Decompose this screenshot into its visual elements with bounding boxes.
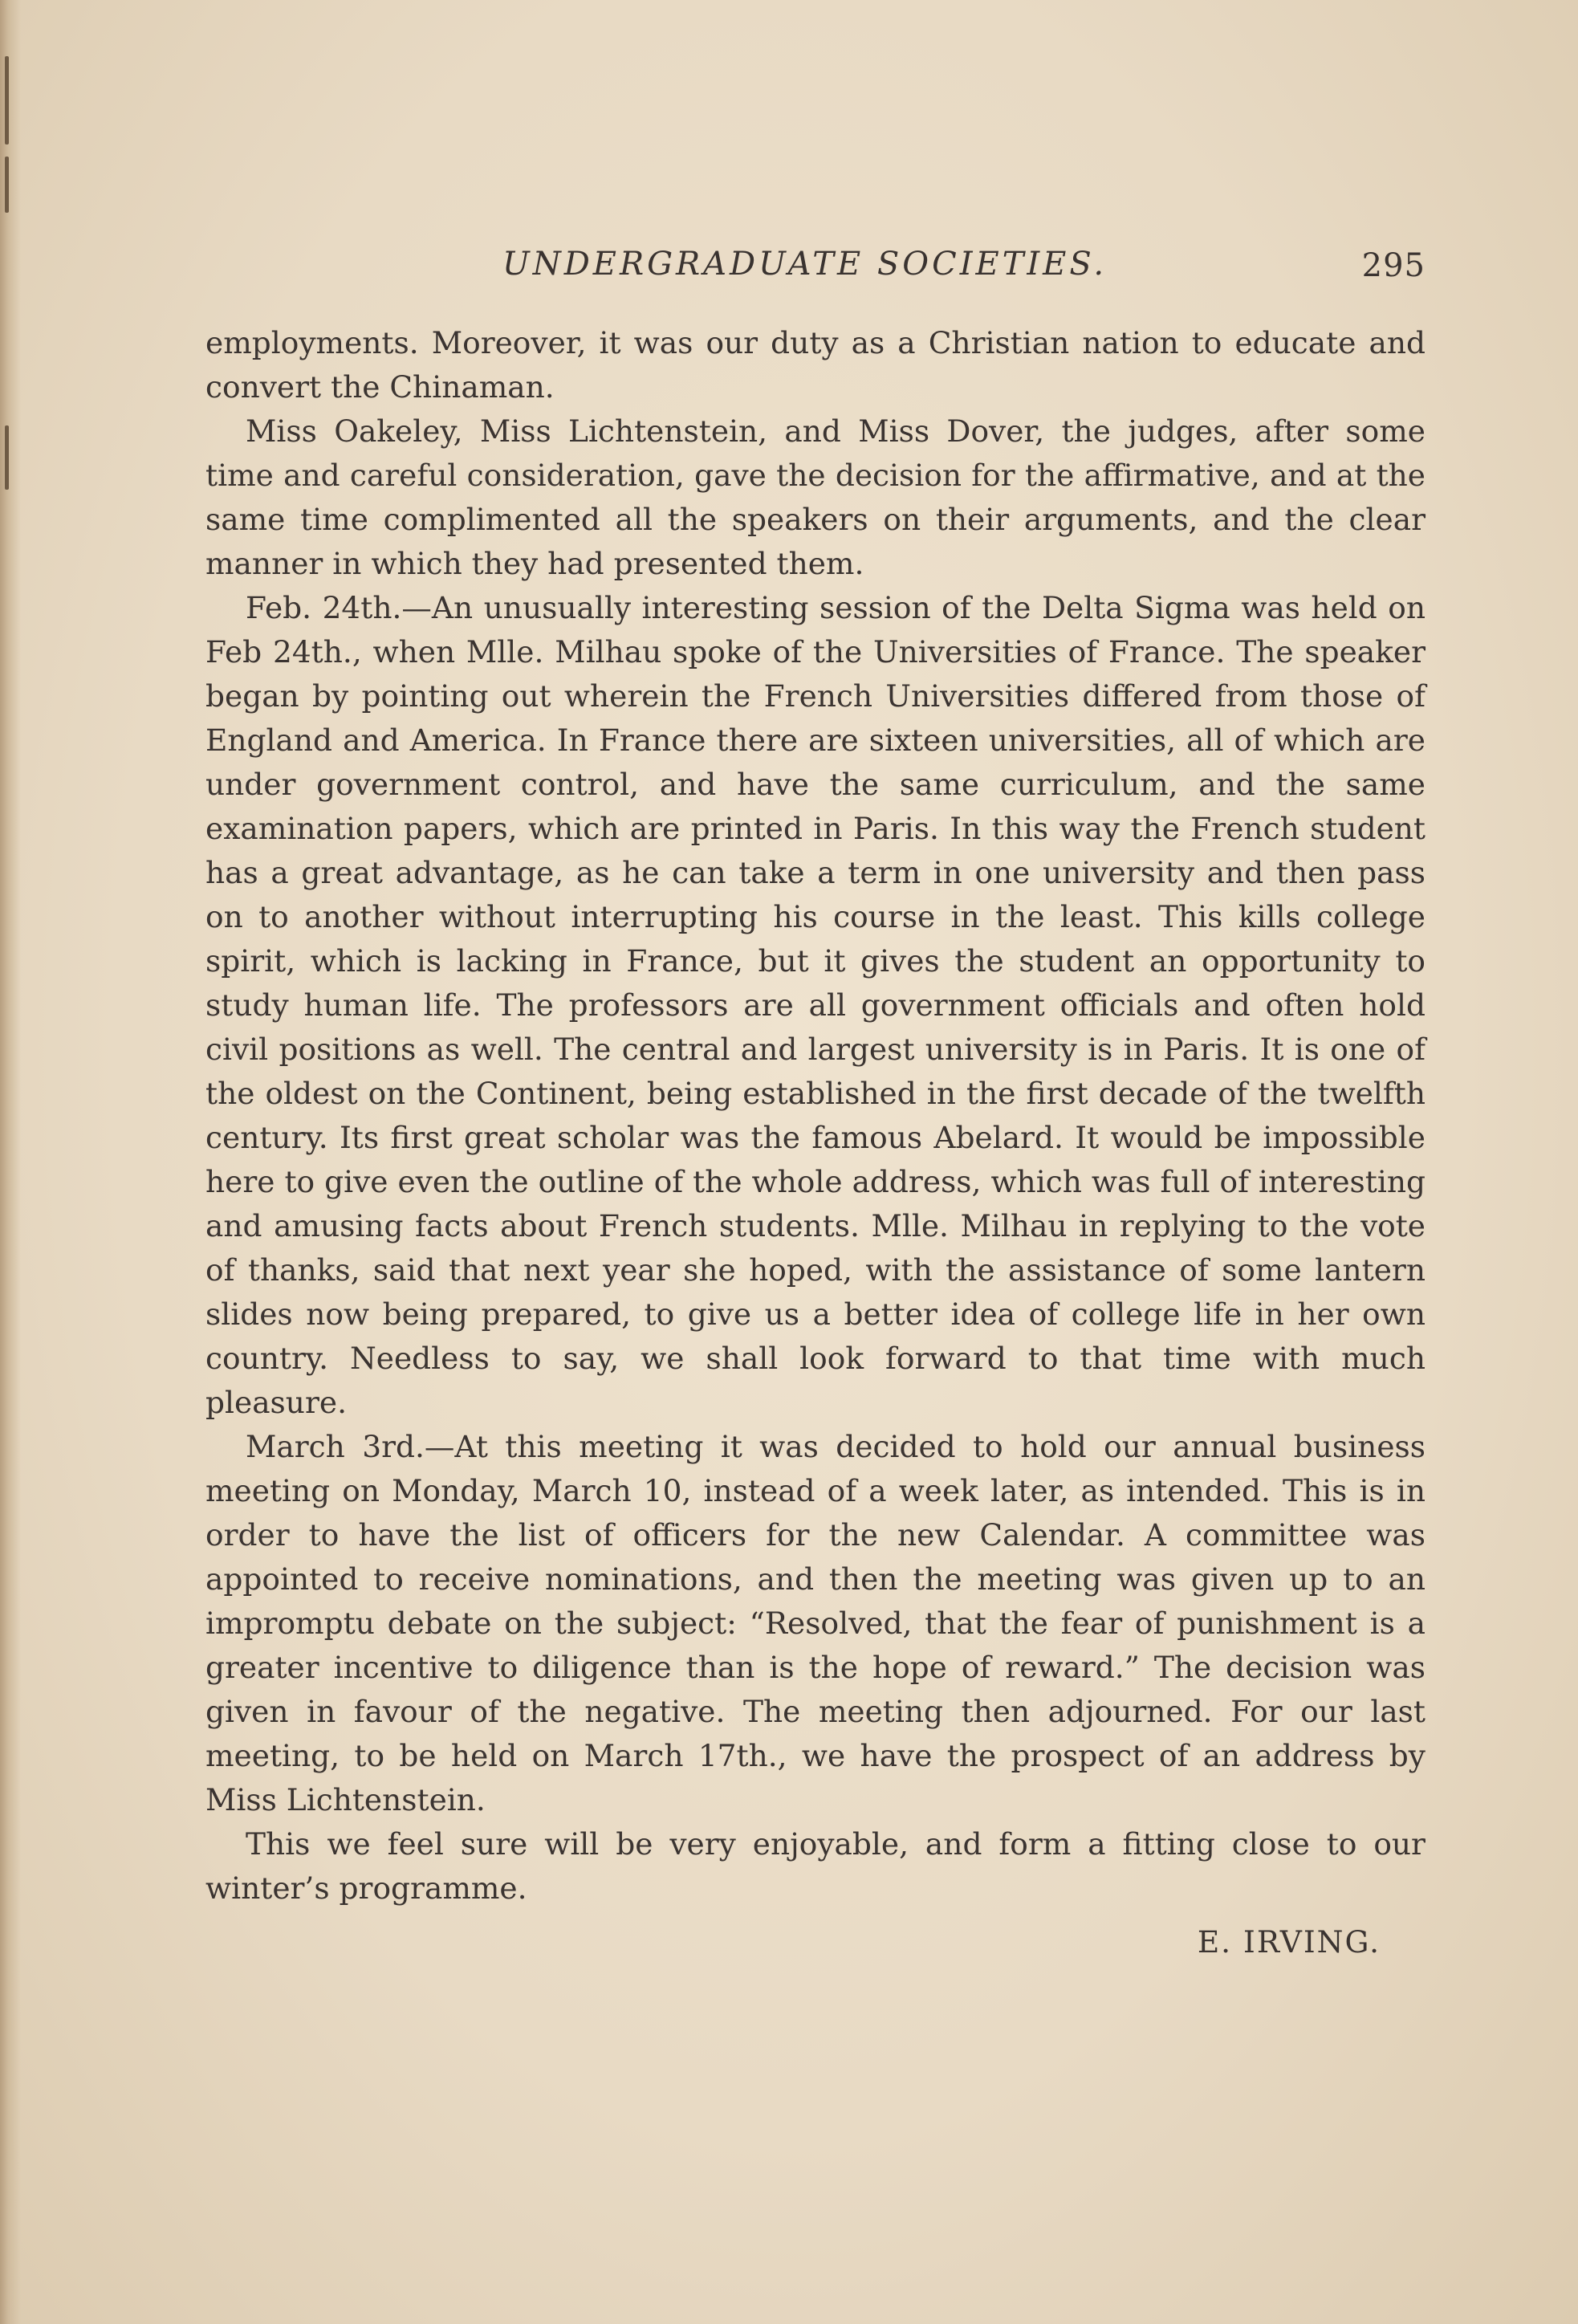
paragraph: Miss Oakeley, Miss Lichtenstein, and Miss Dover, the judges, after some time and careful consideration, gave the decision for the affirmative, and at the same time complimented all the speakers on their arguments, and the clear manner in which they had presented them.	[205, 413, 1425, 581]
paragraph: This we feel sure will be very enjoyable, and form a fitting close to our winter’s programme.	[205, 1826, 1425, 1906]
binding-mark	[5, 425, 9, 490]
binding-mark	[5, 157, 9, 213]
page-number: 295	[1361, 247, 1425, 284]
paragraph: Feb. 24th.—An unusually interesting session of the Delta Sigma was held on Feb 24th., when Mlle. Milhau spoke of the Universities of France. The speaker began by pointing out wherein the French Universities differed from those of England and America. In France there are sixteen universities, all of which are under government control, and have the same curriculum, and the same examination papers, which are printed in Paris. In this way the French student has a great advantage, as he can take a term in one university and then pass on to another without interrupting his course in the least. This kills college spirit, which is lacking in France, but it gives the student an opportunity to study human life. The professors are all government officials and often hold civil positions as well. The central and largest university is in Paris. It is one of the oldest on the Continent, being established in the first decade of the twelfth century. Its first great scholar was the famous Abelard. It would be impossible here to give even the outline of the whole address, which was full of interesting and amusing facts about French students. Mlle. Milhau in replying to the vote of thanks, said that next year she hoped, with the assistance of some lantern slides now being prepared, to give us a better idea of college life in her own country. Needless to say, we shall look forward to that time with much pleasure.	[205, 590, 1425, 1420]
binding-mark	[5, 56, 9, 144]
paragraph: March 3rd.—At this meeting it was decided to hold our annual business meeting on Monday, March 10, instead of a week later, as intended. This is in order to have the list of officers for the new Calendar. A committee was appointed to receive nominations, and then the meeting was given up to an impromptu debate on the subject: “Resolved, that the fear of punishment is a greater incentive to diligence than is the hope of reward.” The decision was given in favour of the negative. The meeting then adjourned. For our last meeting, to be held on March 17th., we have the prospect of an address by Miss Lichtenstein.	[205, 1429, 1425, 1817]
article-body	[205, 321, 1425, 1964]
author-signature: E. IRVING.	[1197, 1924, 1381, 1960]
paragraph: employments. Moreover, it was our duty as a Christian nation to educate and convert the Chinaman.	[205, 325, 1425, 405]
page-left-edge	[0, 0, 21, 2324]
running-title: UNDERGRADUATE SOCIETIES.	[502, 246, 1108, 283]
page-header	[205, 246, 1425, 302]
